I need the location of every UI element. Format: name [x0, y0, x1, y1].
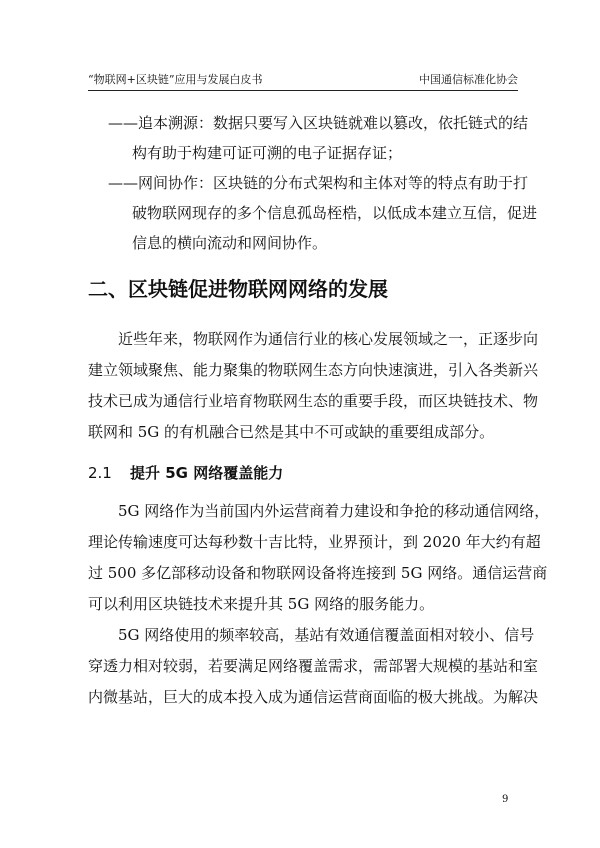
- header-organization: 中国通信标准化协会: [419, 73, 518, 86]
- list-item: [88, 168, 538, 258]
- paragraph: [88, 496, 550, 620]
- paragraph-line: 联网和 5G 的有机融合已然是其中不可或缺的重要组成部分。: [88, 423, 495, 441]
- paragraph-line: 可以利用区块链技术来提升其 5G 网络的服务能力。: [88, 595, 435, 613]
- page-number: 9: [502, 794, 509, 805]
- list-item-line: 信息的横向流动和网间协作。: [132, 234, 328, 252]
- list-item-line: ——网间协作：区块链的分布式架构和主体对等的特点有助于打: [108, 174, 529, 192]
- paragraph-line: 近些年来，物联网作为通信行业的核心发展领域之一，正逐步向: [118, 330, 539, 348]
- paragraph-line: 5G 网络使用的频率较高，基站有效通信覆盖面相对较小、信号: [118, 626, 535, 644]
- paragraph-line: 内微基站，巨大的成本投入成为通信运营商面临的极大挑战。为解决: [88, 688, 539, 706]
- list-item-line: 破物联网现存的多个信息孤岛桎梏，以低成本建立互信，促进: [132, 204, 538, 222]
- subsection-number: 2.1: [88, 464, 112, 482]
- list-item: [88, 108, 529, 168]
- paragraph-line: 5G 网络作为当前国内外运营商着力建设和争抢的移动通信网络，: [118, 502, 550, 520]
- paragraph-line: 过 500 多亿部移动设备和物联网设备将连接到 5G 网络。通信运营商: [88, 564, 548, 582]
- paragraph-line: 建立领域聚焦、能力聚集的物联网生态方向快速演进，引入各类新兴: [88, 361, 539, 379]
- list-item-line: ——追本溯源：数据只要写入区块链就难以篡改，依托链式的结: [108, 114, 529, 132]
- page-body: [88, 108, 550, 713]
- section-heading: 二、区块链促进物联网网络的发展: [88, 277, 388, 301]
- paragraph: [88, 620, 539, 713]
- header-title: “物联网+区块链”应用与发展白皮书: [88, 73, 263, 86]
- page-header: [88, 70, 518, 91]
- list-item-line: 构有助于构建可证可溯的电子证据存证；: [132, 144, 403, 162]
- paragraph-line: 技术已成为通信行业培育物联网生态的重要手段，而区块链技术、物: [88, 392, 539, 410]
- paragraph-line: 穿透力相对较弱，若要满足网络覆盖需求，需部署大规模的基站和室: [88, 657, 539, 675]
- paragraph: [88, 324, 539, 448]
- subsection-title: 提升 5G 网络覆盖能力: [130, 464, 284, 482]
- subsection-heading: [88, 458, 518, 488]
- paragraph-line: 理论传输速度可达每秒数十吉比特，业界预计，到 2020 年大约有超: [88, 533, 541, 551]
